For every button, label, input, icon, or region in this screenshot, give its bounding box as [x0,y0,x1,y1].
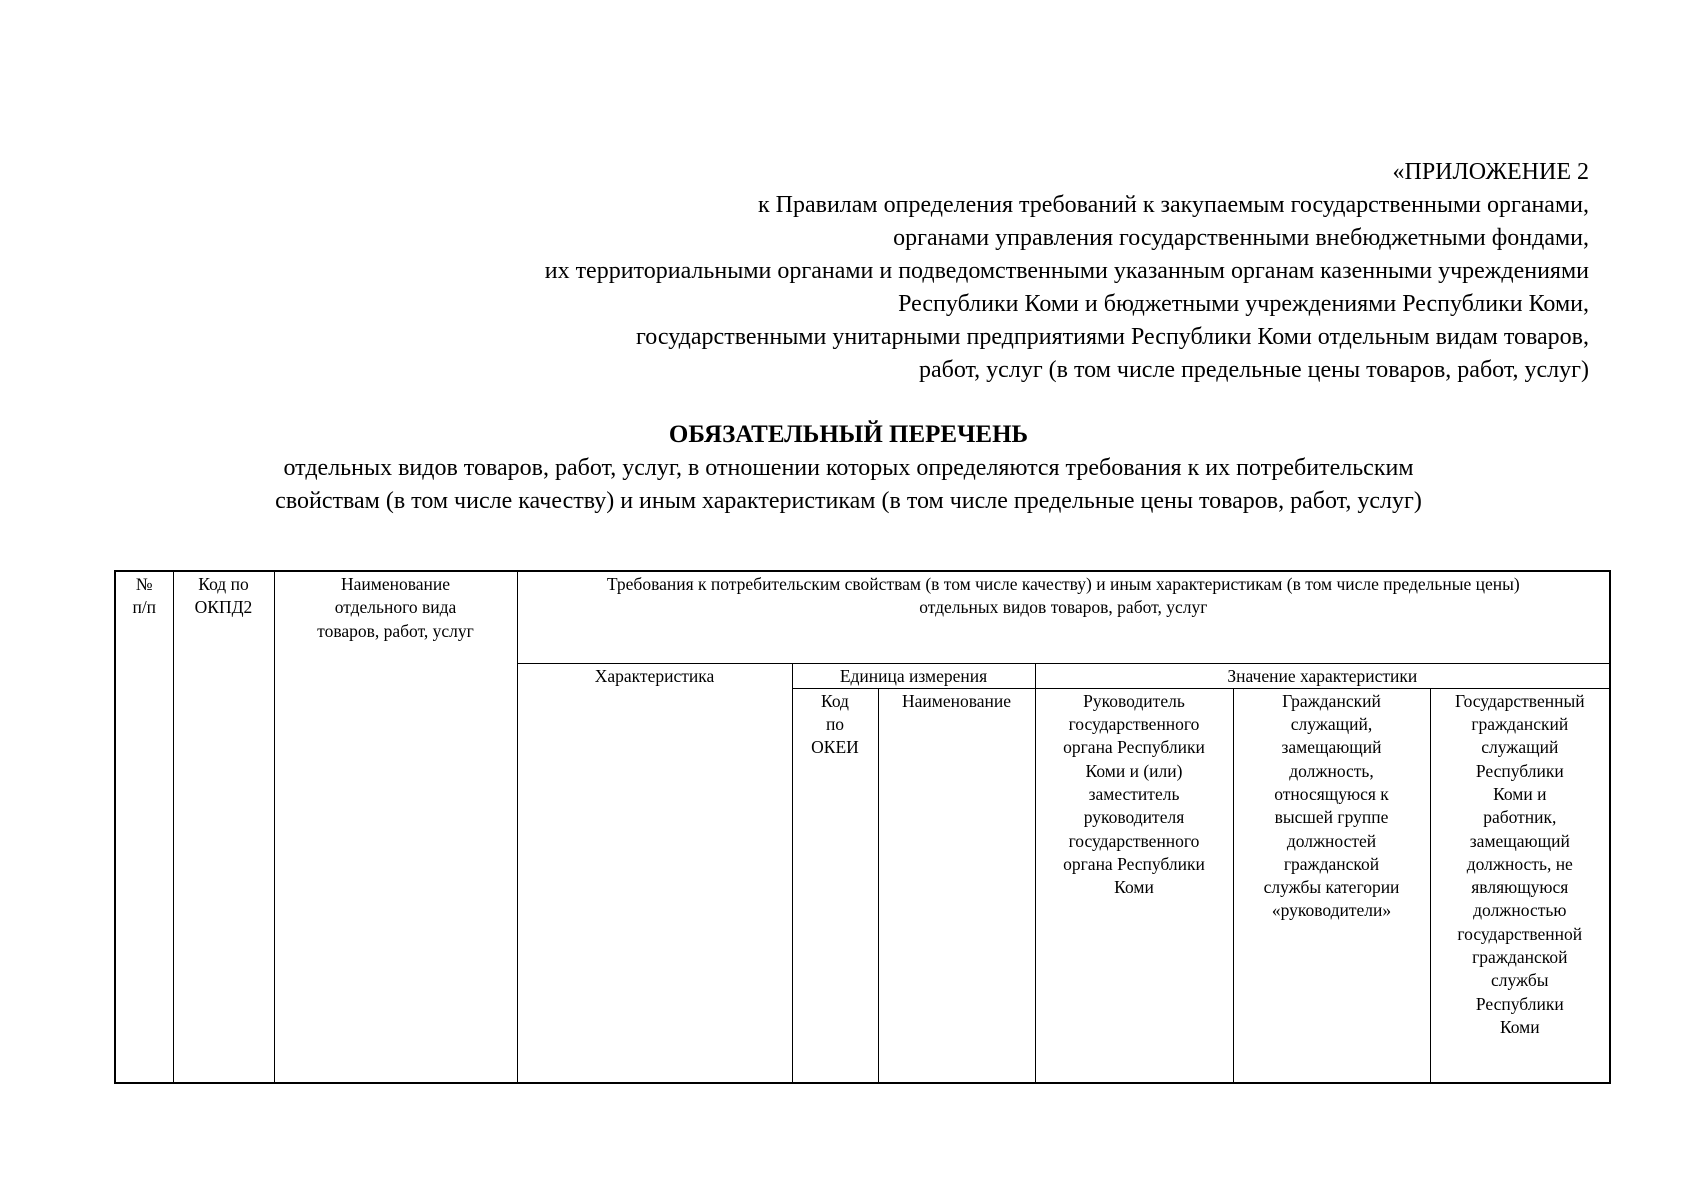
annex-title: «ПРИЛОЖЕНИЕ 2 [1392,159,1589,185]
header-line: Код по [198,574,249,594]
header-okei-code [792,688,878,1083]
header-value: Значение характеристики [1035,663,1610,688]
header-line: ОКПД2 [194,597,253,618]
header-line: должностью [1473,900,1567,921]
header-line: отдельных видов товаров, работ, услуг [919,597,1208,618]
header-line: службы категории [1263,877,1400,898]
header-line: должность, не [1466,853,1573,874]
header-value-highest-group [1233,688,1430,1083]
header-value-head-of-body [1035,688,1233,1083]
header-line: заместитель [1088,783,1180,804]
header-number [115,571,173,1083]
header-line: гражданской [1472,947,1568,968]
header-line: Требования к потребительским свойствам (в том числе качеству) и иным характеристикам (в том числе предельные цены) [606,574,1520,594]
header-line: являющуюся [1471,877,1569,898]
header-line: служащий, [1290,714,1373,735]
header-line: гражданской [1283,853,1380,874]
header-line: Коми [1499,1016,1540,1037]
header-unit: Единица измерения [792,663,1035,688]
header-line: органа Республики [1063,853,1205,874]
document-subtitle [0,452,1697,518]
annex-line: к Правилам определения требований к закупаемым государственными органами, [757,192,1589,218]
annex-line: Республики Коми и бюджетными учреждениями Республики Коми, [898,291,1589,317]
header-line: Коми и [1493,783,1547,804]
header-line: Гражданский [1282,690,1381,711]
header-line: Код [821,690,849,711]
header-line: п/п [132,597,157,618]
header-line: руководителя [1083,807,1185,828]
header-line: органа Республики [1063,737,1205,758]
annex-line: органами управления государственными внебюджетными фондами, [893,225,1589,251]
header-line: товаров, работ, услуг [317,620,474,641]
header-line: Коми и (или) [1085,760,1183,781]
header-line: высшей группе [1274,807,1389,828]
header-line: должностей [1286,830,1377,851]
header-line: замещающий [1281,737,1382,758]
header-line: «руководители» [1271,900,1392,921]
header-line: замещающий [1469,830,1570,851]
header-line: работник, [1483,807,1557,828]
subtitle-line: отдельных видов товаров, работ, услуг, в отношении которых определяются требования к их потребительским [283,455,1414,481]
header-value-other-staff [1430,688,1610,1083]
header-requirements [517,571,1610,663]
annex-line: работ, услуг (в том числе предельные цены товаров, работ, услуг) [918,357,1589,383]
header-line: государственного [1068,714,1200,735]
header-okpd2-code [173,571,274,1083]
header-line: служащий [1481,737,1559,758]
header-item-name [274,571,517,1083]
annex-header [189,156,1589,387]
header-line: государственной [1457,923,1583,944]
header-line: Государственный [1455,690,1585,711]
header-characteristic: Характеристика [517,663,792,1083]
header-unit-name: Наименование [878,688,1035,1083]
header-line: должность, [1289,760,1374,781]
header-line: Наименование [340,574,451,594]
header-line: гражданский [1471,714,1569,735]
header-line: Республики [1475,760,1564,781]
document-title: ОБЯЗАТЕЛЬНЫЙ ПЕРЕЧЕНЬ [668,421,1029,448]
requirements-table [114,570,1611,1084]
header-line: отдельного вида [334,597,457,618]
header-line: службы [1491,970,1549,991]
annex-line: их территориальными органами и подведомственными указанным органам казенными учреждениями [544,258,1589,284]
header-line: ОКЕИ [811,737,859,758]
header-line: по [825,714,845,735]
header-line: Руководитель [1083,690,1185,711]
header-line: Коми [1114,877,1154,898]
header-line: № [135,574,153,594]
subtitle-line: свойствам (в том числе качеству) и иным характеристикам (в том числе предельные цены товаров, работ, услуг) [275,488,1422,514]
header-line: государственного [1068,830,1200,851]
header-line: относящуюся к [1274,783,1389,804]
header-line: Республики [1475,993,1564,1014]
annex-line: государственными унитарными предприятиями Республики Коми отдельным видам товаров, [636,324,1589,350]
